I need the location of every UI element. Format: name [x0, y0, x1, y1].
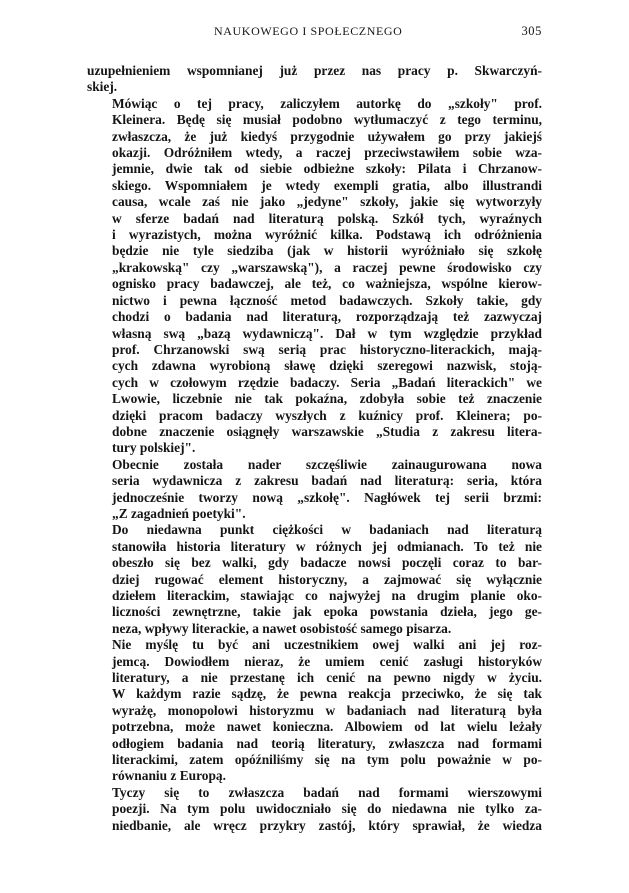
- text-line: „krakowską" czy „warszawską"), a raczej pewne środowisko czy: [112, 259, 542, 275]
- text-line: poezji. Na tym polu uwidoczniało się do niedawna nie tylko za-: [112, 801, 542, 817]
- text-line: będzie nie tyle siedziba (jak w historii wyróżniało się szkołę: [112, 243, 542, 259]
- text-line: skiej.: [87, 79, 118, 95]
- text-line: wyrażę, monopolowi historyzmu w badaniach nad literaturą była: [112, 702, 542, 718]
- text-line: literatury, a nie przestanę ich cenić na pewno nigdy w życiu.: [112, 670, 542, 686]
- text-line: tury polskiej".: [112, 440, 196, 456]
- text-line: Kleinera. Będę się musiał podobno wytłumaczyć z tego terminu,: [112, 112, 542, 128]
- text-line: „Z zagadnień poetyki".: [112, 505, 246, 521]
- paragraph-1: [87, 63, 542, 96]
- text-line: w sferze badań nad literaturą polską. Szkół tych, wyraźnych: [112, 210, 542, 226]
- text-line: literackimi, zatem opóźniliśmy się na tym polu poważnie w po-: [112, 752, 542, 768]
- text-line: Nie myślę tu być ani uczestnikiem owej walki ani jej roz-: [112, 637, 542, 653]
- text-line: uzupełnieniem wspomnianej już przez nas pracy p. Skwarczyń-: [87, 63, 542, 78]
- text-line: cych w czołowym rzędzie badaczy. Seria „Badań literackich" we: [112, 374, 542, 390]
- paragraph-5: [87, 637, 542, 785]
- text-line: Mówiąc o tej pracy, zaliczyłem autorkę do „szkoły" prof.: [112, 95, 542, 111]
- text-line: obeszło się bez walki, gdy badacze nowsi poczęli coraz to bar-: [112, 555, 542, 571]
- text-line: skiego. Wspomniałem je wtedy exempli gratia, albo illustrandi: [112, 177, 542, 193]
- text-line: dobne znaczenie osiągnęły warszawskie „Studia z zakresu litera-: [112, 423, 542, 439]
- text-line: prof. Chrzanowski swą serią prac historyczno-literackich, mają-: [112, 341, 542, 357]
- text-line: dziej rugować element historyczny, a zajmować się wyłącznie: [112, 571, 542, 587]
- text-line: i wyrazistych, można wyróżnić kilka. Podstawą ich odróżnienia: [112, 227, 542, 243]
- text-line: Lwowie, liczebnie nie tak pokaźna, zdobyła sobie też znaczenie: [112, 391, 542, 407]
- paragraph-6: [87, 785, 542, 834]
- text-line: zwłaszcza, że już kiedyś przygodnie używałem go przy jakiejś: [112, 128, 542, 144]
- text-line: stanowiła historia literatury w różnych jej odmianach. To też nie: [112, 538, 542, 554]
- text-line: W każdym razie sądzę, że pewna reakcja przeciwko, że się tak: [112, 686, 542, 702]
- text-line: cych zdawna wyrobioną sławę dzięki szeregowi nazwisk, stoją-: [112, 358, 542, 374]
- text-line: niedbanie, ale wręcz przykry zastój, który sprawiał, że wiedza: [112, 817, 542, 833]
- text-line: seria wydawnicza z zakresu badań nad literaturą: seria, która: [112, 473, 542, 489]
- text-line: Tyczy się to zwłaszcza badań nad formami wierszowymi: [112, 784, 542, 800]
- text-line: równaniu z Europą.: [112, 768, 226, 784]
- text-line: liczności zewnętrzne, takie jak epoka powstania dzieła, jego ge-: [112, 604, 542, 620]
- paragraph-4: [87, 522, 542, 637]
- text-line: jemnie, dwie tak od siebie odbieżne szkoły: Pilata i Chrzanow-: [112, 161, 542, 177]
- text-line: Obecnie została nader szczęśliwie zainaugurowana nowa: [112, 456, 542, 472]
- page-number: 305: [521, 24, 542, 38]
- running-head: [86, 22, 542, 40]
- text-line: Do niedawna punkt ciężkości w badaniach nad literaturą: [112, 522, 542, 538]
- text-line: chodzi o badania nad literaturą, rozporządzają też zazwyczaj: [112, 309, 542, 325]
- running-title: NAUKOWEGO I SPOŁECZNEGO: [214, 24, 403, 38]
- text-line: dzięki pracom badaczy wyszłych z kuźnicy prof. Kleinera; po-: [112, 407, 542, 423]
- text-line: dziełem literackim, stawiając co najwyżej na drugim planie oko-: [112, 588, 542, 603]
- text-line: nictwo i pewna łączność metod badawczych. Szkoły takie, gdy: [112, 292, 542, 308]
- paragraph-3: [87, 457, 542, 523]
- text-line: ognisko pracy badawczej, ale też, co ważniejsza, wspólne kierow-: [112, 276, 542, 292]
- text-line: jednocześnie tworzy nową „szkołę". Nagłówek tej serii brzmi:: [112, 489, 542, 505]
- body-text: [87, 63, 542, 834]
- text-line: potrzebna, może nawet konieczna. Albowiem od lat wielu leżały: [112, 719, 542, 735]
- paragraph-2: [87, 96, 542, 457]
- text-line: neza, wpływy literackie, a nawet osobistość samego pisarza.: [112, 620, 452, 636]
- text-line: jemcą. Dowiodłem nieraz, że umiem cenić zasługi historyków: [112, 653, 542, 669]
- text-line: własną swą „bazą wydawniczą". Dał w tym względzie przykład: [112, 325, 542, 341]
- text-line: odłogiem badania nad teorią literatury, zwłaszcza nad formami: [112, 735, 542, 751]
- text-line: okazji. Odróżniłem wtedy, a raczej przeciwstawiłem sobie wza-: [112, 145, 542, 161]
- text-line: causa, wcale zaś nie jako „jedyne" szkoły, jakie się wytworzyły: [112, 194, 542, 210]
